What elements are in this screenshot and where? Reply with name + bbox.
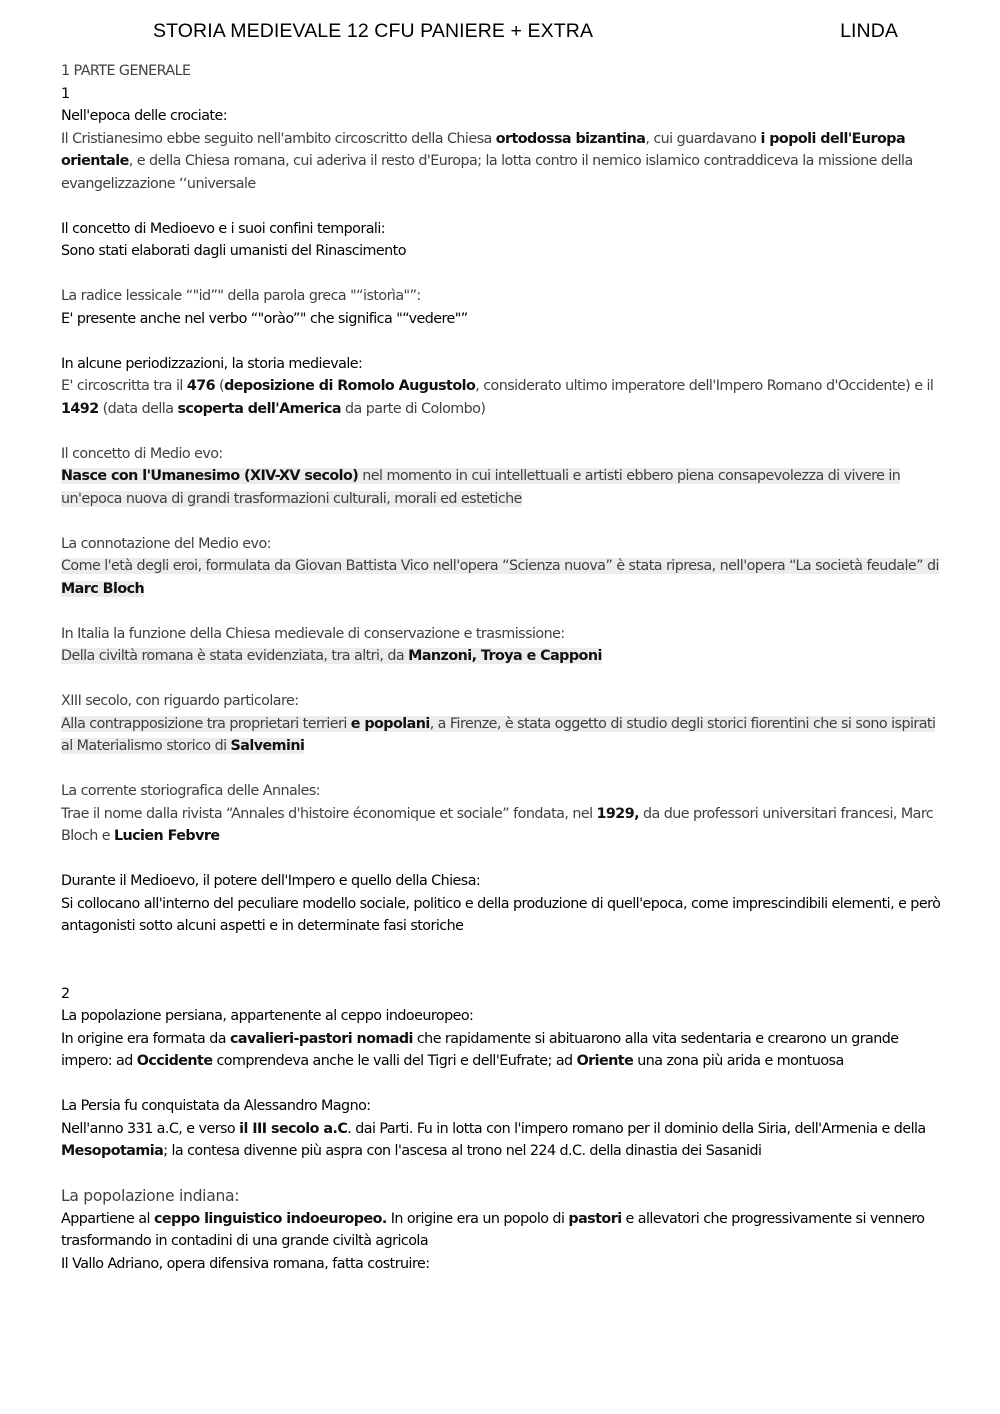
qa-item	[61, 285, 943, 330]
question: La popolazione indiana:	[61, 1187, 240, 1205]
question: La corrente storiografica delle Annales:	[61, 783, 321, 799]
question: XIII secolo, con riguardo particolare:	[61, 693, 299, 709]
document-author: LINDA	[840, 20, 898, 42]
answer: Si collocano all'interno del peculiare modello sociale, politico e della produzione di quell'epoca, come imprescindibili elementi, e però antagonisti sotto alcuni aspetti e in determinate fasi storiche	[61, 895, 941, 934]
answer: Come l'età degli eroi, formulata da Giovan Battista Vico nell'opera “Scienza nuova” è stata ripresa, nell'opera “La società feudale” di Marc Bloch	[61, 558, 939, 597]
qa-item	[61, 443, 943, 511]
qa-item	[61, 1005, 943, 1073]
document-title: STORIA MEDIEVALE 12 CFU PANIERE + EXTRA	[153, 20, 594, 42]
answer: Nasce con l'Umanesimo (XIV-XV secolo) nel momento in cui intellettuali e artisti ebbero piena consapevolezza di vivere in un'epoca nuova di grandi trasformazioni culturali, morali ed estetiche	[61, 468, 901, 507]
qa-item	[61, 1253, 943, 1276]
qa-item	[61, 690, 943, 758]
answer: E' presente anche nel verbo “"orào”" che significa "“vedere"”	[61, 310, 468, 327]
qa-item	[61, 533, 943, 601]
question: Il Vallo Adriano, opera difensiva romana, fatta costruire:	[61, 1255, 430, 1272]
qa-item	[61, 105, 943, 195]
question: La connotazione del Medio evo:	[61, 535, 271, 552]
answer: Alla contrapposizione tra proprietari terrieri e popolani, a Firenze, è stata oggetto di studio degli storici fiorentini che si sono ispirati al Materialismo storico di Salvemini	[61, 715, 936, 754]
section-number: 2	[61, 985, 70, 1002]
question: Durante il Medioevo, il potere dell'Impero e quello della Chiesa:	[61, 873, 481, 889]
question: La popolazione persiana, appartenente al ceppo indoeuropeo:	[61, 1008, 474, 1024]
page-header	[153, 20, 898, 50]
question: In Italia la funzione della Chiesa medievale di conservazione e trasmissione:	[61, 625, 565, 642]
answer: Trae il nome dalla rivista “Annales d'histoire économique et sociale” fondata, nel 1929, da due professori universitari francesi, Marc Bloch e Lucien Febvre	[61, 805, 934, 844]
qa-item	[61, 780, 943, 848]
qa-item	[61, 1185, 943, 1253]
qa-item	[61, 623, 943, 668]
answer: E' circoscritta tra il 476 (deposizione di Romolo Augustolo, considerato ultimo imperatore dell'Impero Romano d'Occidente) e il 1492 (data della scoperta dell'America da parte di Colombo)	[61, 378, 934, 417]
qa-item	[61, 1095, 943, 1163]
question: La Persia fu conquistata da Alessandro Magno:	[61, 1098, 371, 1114]
question: La radice lessicale “"id”" della parola greca "“istorìa"”:	[61, 288, 421, 304]
section-number: 1	[61, 85, 70, 102]
question: Nell'epoca delle crociate:	[61, 108, 227, 124]
qa-item	[61, 870, 943, 938]
question: Il concetto di Medio evo:	[61, 445, 223, 462]
question: In alcune periodizzazioni, la storia medievale:	[61, 355, 363, 372]
qa-item	[61, 218, 943, 263]
question: Il concetto di Medioevo e i suoi confini temporali:	[61, 220, 386, 237]
document-body	[61, 60, 943, 1275]
part-title: 1 PARTE GENERALE	[61, 63, 191, 79]
answer: Sono stati elaborati dagli umanisti del Rinascimento	[61, 243, 406, 259]
answer: Il Cristianesimo ebbe seguito nell'ambito circoscritto della Chiesa ortodossa bizantina, cui guardavano i popoli dell'Europa orientale, e della Chiesa romana, cui aderiva il resto d'Europa; la lotta contro il nemico islamico contraddiceva la missione della evangelizzazione ‘‘universale	[61, 130, 913, 192]
answer: Della civiltà romana è stata evidenziata, tra altri, da Manzoni, Troya e Capponi	[61, 648, 602, 664]
answer: Nell'anno 331 a.C, e verso il III secolo a.C. dai Parti. Fu in lotta con l'impero romano per il dominio della Siria, dell'Armenia e della Mesopotamia; la contesa divenne più aspra con l'ascesa al trono nel 224 d.C. della dinastia dei Sasanidi	[61, 1120, 926, 1159]
qa-item	[61, 353, 943, 421]
answer: In origine era formata da cavalieri-pastori nomadi che rapidamente si abituarono alla vita sedentaria e crearono un grande impero: ad Occidente comprendeva anche le valli del Tigri e dell'Eufrate; ad Oriente una zona più arida e montuosa	[61, 1030, 899, 1069]
answer: Appartiene al ceppo linguistico indoeuropeo. In origine era un popolo di pastori e allevatori che progressivamente si vennero trasformando in contadini di una grande civiltà agricola	[61, 1210, 925, 1249]
